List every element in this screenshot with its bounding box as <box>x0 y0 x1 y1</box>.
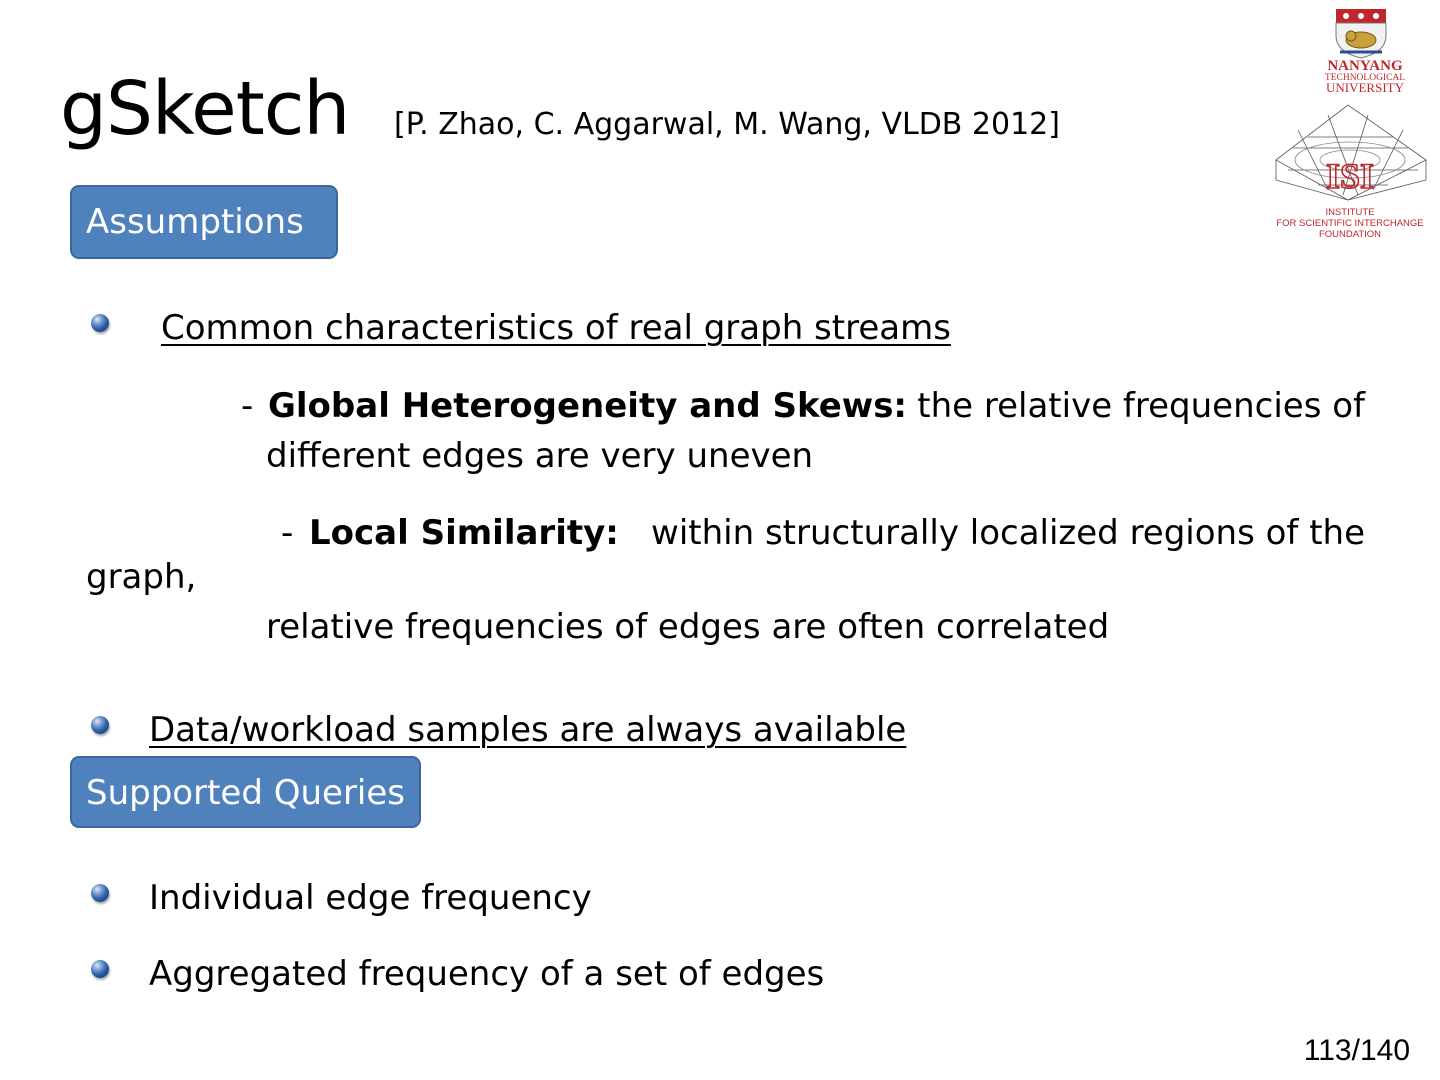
assumptions-heading-box <box>70 185 338 259</box>
ntu-name-line2: TECHNOLOGICAL <box>1324 73 1406 83</box>
ntu-logo <box>1296 6 1434 94</box>
bullet-icon <box>91 716 109 734</box>
sub-item-2-wrap: graph, <box>86 557 197 597</box>
isi-name-line1: INSTITUTE <box>1325 207 1375 218</box>
ntu-name-line3: UNIVERSITY <box>1326 80 1404 94</box>
queries-heading-box <box>70 756 421 828</box>
sub-item-2-line1 <box>309 511 1365 555</box>
sub-item-2-line2: relative frequencies of edges are often correlated <box>266 607 1110 647</box>
ntu-name-line1: NANYANG <box>1327 58 1403 74</box>
bullet-icon <box>91 960 109 978</box>
sub-item-1-term: Global Heterogeneity and Skews: <box>268 386 908 426</box>
bullet-icon <box>91 314 109 332</box>
sub-item-1-dash: - <box>241 386 254 426</box>
bullet-icon <box>91 884 109 902</box>
ntu-crest-icon <box>1336 9 1386 58</box>
query-item-2: Aggregated frequency of a set of edges <box>149 954 825 994</box>
sub-item-1-text: the relative frequencies of <box>917 386 1365 426</box>
page-number: 113/140 <box>1303 1034 1410 1067</box>
sub-item-1-line1 <box>268 384 1365 428</box>
assumptions-heading: Assumptions <box>86 202 304 242</box>
queries-heading: Supported Queries <box>86 773 405 813</box>
query-item-1: Individual edge frequency <box>149 878 592 918</box>
isi-logo <box>1268 100 1436 242</box>
isi-name-line2: FOR SCIENTIFIC INTERCHANGE <box>1276 218 1424 229</box>
sub-item-2-term: Local Similarity: <box>309 513 619 553</box>
isi-letters: ISI <box>1325 156 1375 196</box>
sub-item-2-dash: - <box>281 513 294 553</box>
isi-name-line3: FOUNDATION <box>1318 229 1382 240</box>
assumption-item-2: Data/workload samples are always available <box>149 710 907 750</box>
sub-item-2-text: within structurally localized regions of the <box>651 513 1365 553</box>
assumption-item-1: Common characteristics of real graph streams <box>161 308 951 348</box>
citation: [P. Zhao, C. Aggarwal, M. Wang, VLDB 2012] <box>394 107 1060 142</box>
sub-item-1-line2: different edges are very uneven <box>266 436 814 476</box>
slide-title: gSketch <box>60 66 350 152</box>
